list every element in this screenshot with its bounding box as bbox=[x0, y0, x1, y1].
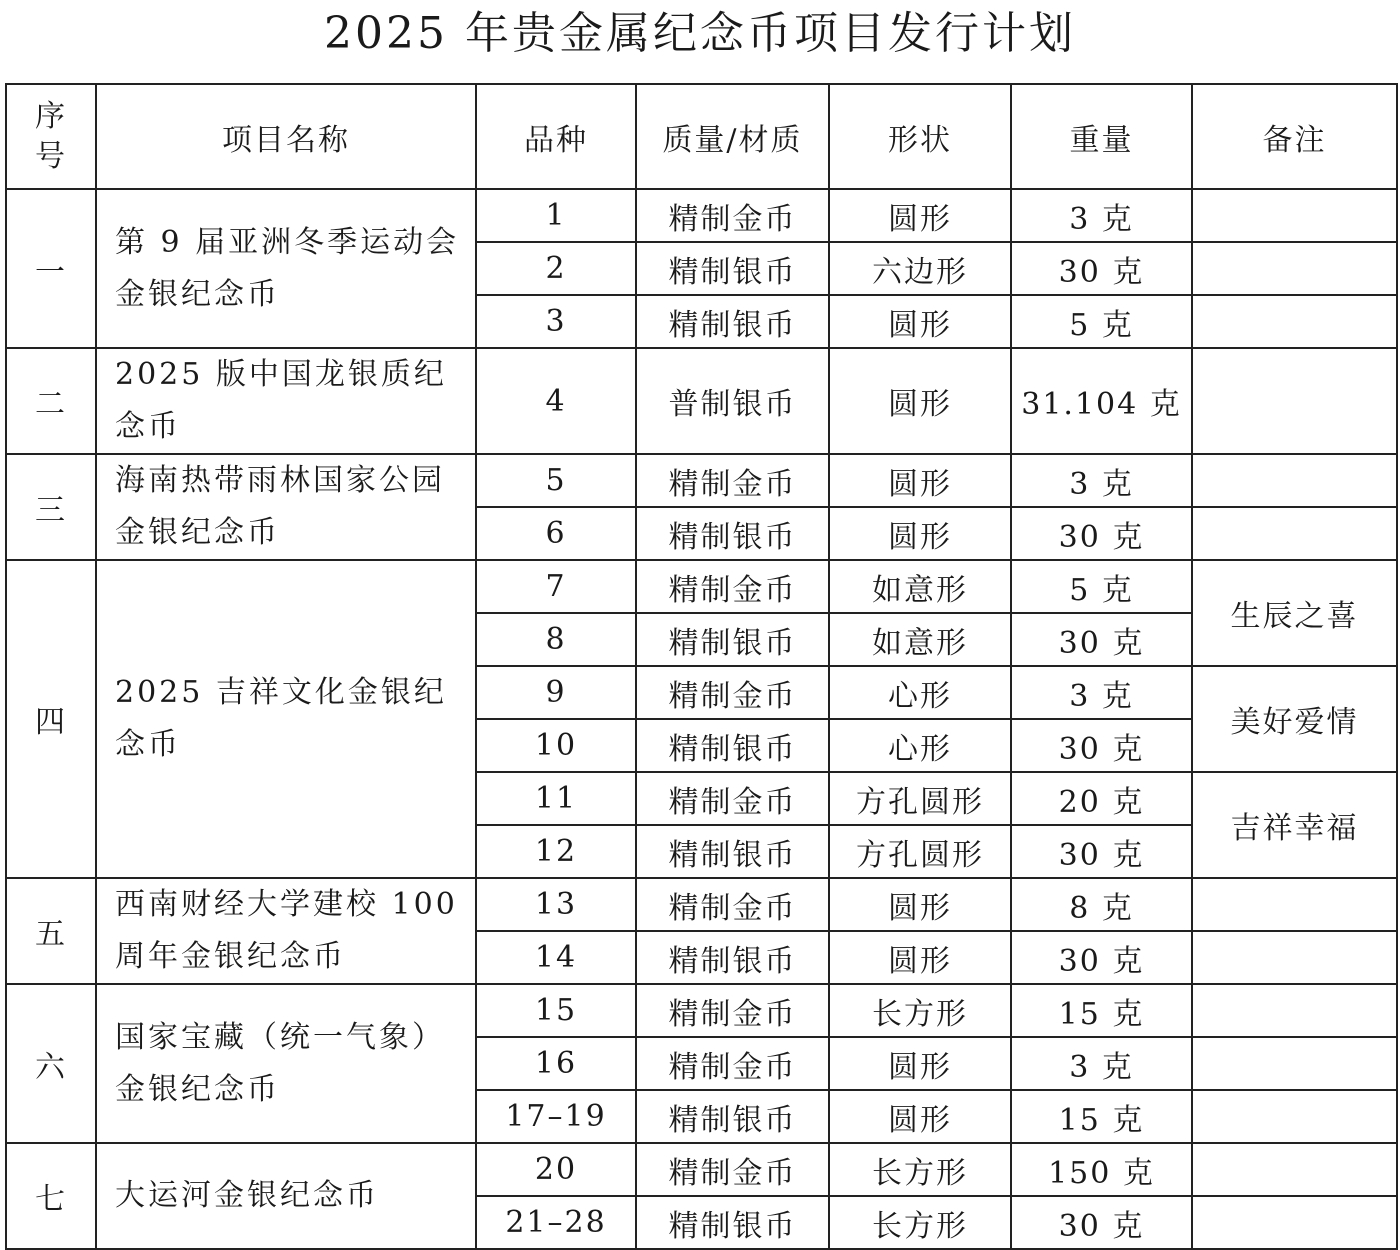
project-name-line1: 国家宝藏（统一气象） bbox=[115, 1019, 445, 1055]
seq-cell: 五 bbox=[6, 878, 96, 984]
project-name-line1: 大运河金银纪念币 bbox=[115, 1178, 379, 1213]
project-name-line1: 西南财经大学建校 100 bbox=[115, 887, 458, 922]
material-cell: 精制金币 bbox=[636, 454, 829, 507]
note-cell bbox=[1192, 878, 1397, 931]
project-name-line2: 金银纪念币 bbox=[115, 1071, 280, 1107]
weight-cell: 30 克 bbox=[1011, 931, 1192, 984]
header-material: 质量/材质 bbox=[636, 84, 829, 189]
seq-cell: 一 bbox=[6, 189, 96, 348]
note-cell: 美好爱情 bbox=[1192, 666, 1397, 772]
project-name-cell bbox=[96, 348, 476, 454]
note-cell bbox=[1192, 507, 1397, 560]
weight-cell: 15 克 bbox=[1011, 1090, 1192, 1143]
weight-cell: 30 克 bbox=[1011, 242, 1192, 295]
material-cell: 精制银币 bbox=[636, 242, 829, 295]
material-cell: 精制金币 bbox=[636, 772, 829, 825]
weight-cell: 15 克 bbox=[1011, 984, 1192, 1037]
header-row bbox=[6, 84, 1397, 189]
variety-cell: 7 bbox=[476, 560, 636, 613]
variety-cell: 13 bbox=[476, 878, 636, 931]
weight-cell: 3 克 bbox=[1011, 189, 1192, 242]
weight-cell: 3 克 bbox=[1011, 454, 1192, 507]
weight-cell: 3 克 bbox=[1011, 1037, 1192, 1090]
variety-cell: 8 bbox=[476, 613, 636, 666]
seq-cell: 六 bbox=[6, 984, 96, 1143]
material-cell: 精制银币 bbox=[636, 1196, 829, 1249]
variety-cell: 2 bbox=[476, 242, 636, 295]
table-row bbox=[6, 1143, 1397, 1196]
project-name-line1: 2025 版中国龙银质纪 bbox=[115, 357, 447, 392]
shape-cell: 六边形 bbox=[829, 242, 1011, 295]
variety-cell: 4 bbox=[476, 348, 636, 454]
shape-cell: 方孔圆形 bbox=[829, 772, 1011, 825]
note-cell bbox=[1192, 1196, 1397, 1249]
note-cell: 吉祥幸福 bbox=[1192, 772, 1397, 878]
note-cell bbox=[1192, 1037, 1397, 1090]
note-cell bbox=[1192, 295, 1397, 348]
shape-cell: 圆形 bbox=[829, 454, 1011, 507]
variety-cell: 16 bbox=[476, 1037, 636, 1090]
project-name-cell bbox=[96, 454, 476, 560]
project-name-cell bbox=[96, 878, 476, 984]
variety-cell: 17–19 bbox=[476, 1090, 636, 1143]
variety-cell: 9 bbox=[476, 666, 636, 719]
material-cell: 精制银币 bbox=[636, 931, 829, 984]
material-cell: 精制金币 bbox=[636, 666, 829, 719]
note-cell bbox=[1192, 931, 1397, 984]
note-cell: 生辰之喜 bbox=[1192, 560, 1397, 666]
variety-cell: 20 bbox=[476, 1143, 636, 1196]
note-cell bbox=[1192, 348, 1397, 454]
variety-cell: 15 bbox=[476, 984, 636, 1037]
shape-cell: 长方形 bbox=[829, 984, 1011, 1037]
shape-cell: 长方形 bbox=[829, 1196, 1011, 1249]
shape-cell: 圆形 bbox=[829, 295, 1011, 348]
shape-cell: 圆形 bbox=[829, 1037, 1011, 1090]
project-name-line1: 海南热带雨林国家公园 bbox=[115, 463, 445, 498]
shape-cell: 如意形 bbox=[829, 560, 1011, 613]
project-name-line1: 2025 吉祥文化金银纪 bbox=[115, 675, 447, 710]
material-cell: 精制金币 bbox=[636, 560, 829, 613]
weight-cell: 3 克 bbox=[1011, 666, 1192, 719]
shape-cell: 心形 bbox=[829, 719, 1011, 772]
table-row bbox=[6, 454, 1397, 507]
variety-cell: 11 bbox=[476, 772, 636, 825]
material-cell: 精制银币 bbox=[636, 1090, 829, 1143]
shape-cell: 长方形 bbox=[829, 1143, 1011, 1196]
project-name-cell bbox=[96, 984, 476, 1143]
project-name-line2: 金银纪念币 bbox=[115, 276, 280, 312]
weight-cell: 30 克 bbox=[1011, 507, 1192, 560]
project-name-line2: 念币 bbox=[115, 727, 181, 762]
table-row bbox=[6, 560, 1397, 613]
shape-cell: 圆形 bbox=[829, 189, 1011, 242]
seq-cell: 三 bbox=[6, 454, 96, 560]
header-weight: 重量 bbox=[1011, 84, 1192, 189]
shape-cell: 圆形 bbox=[829, 878, 1011, 931]
variety-cell: 10 bbox=[476, 719, 636, 772]
material-cell: 精制金币 bbox=[636, 1037, 829, 1090]
table-row bbox=[6, 878, 1397, 931]
shape-cell: 圆形 bbox=[829, 507, 1011, 560]
project-name-line2: 金银纪念币 bbox=[115, 515, 280, 550]
shape-cell: 圆形 bbox=[829, 1090, 1011, 1143]
shape-cell: 心形 bbox=[829, 666, 1011, 719]
weight-cell: 30 克 bbox=[1011, 825, 1192, 878]
note-cell bbox=[1192, 242, 1397, 295]
weight-cell: 8 克 bbox=[1011, 878, 1192, 931]
header-seq-line2: 号 bbox=[35, 138, 67, 174]
header-note: 备注 bbox=[1192, 84, 1397, 189]
weight-cell: 31.104 克 bbox=[1011, 348, 1192, 454]
page-title: 2025 年贵金属纪念币项目发行计划 bbox=[324, 8, 1076, 59]
variety-cell: 5 bbox=[476, 454, 636, 507]
material-cell: 精制银币 bbox=[636, 295, 829, 348]
table-row bbox=[6, 984, 1397, 1037]
seq-cell: 七 bbox=[6, 1143, 96, 1249]
table-row bbox=[6, 348, 1397, 454]
note-cell bbox=[1192, 1090, 1397, 1143]
project-name-cell bbox=[96, 1143, 476, 1249]
variety-cell: 3 bbox=[476, 295, 636, 348]
weight-cell: 20 克 bbox=[1011, 772, 1192, 825]
material-cell: 普制银币 bbox=[636, 348, 829, 454]
header-name: 项目名称 bbox=[96, 84, 476, 189]
weight-cell: 30 克 bbox=[1011, 719, 1192, 772]
header-variety: 品种 bbox=[476, 84, 636, 189]
variety-cell: 21–28 bbox=[476, 1196, 636, 1249]
weight-cell: 5 克 bbox=[1011, 560, 1192, 613]
material-cell: 精制银币 bbox=[636, 613, 829, 666]
weight-cell: 5 克 bbox=[1011, 295, 1192, 348]
header-seq bbox=[6, 84, 96, 189]
material-cell: 精制金币 bbox=[636, 189, 829, 242]
project-name-line2: 念币 bbox=[115, 409, 181, 444]
note-cell bbox=[1192, 1143, 1397, 1196]
seq-cell: 四 bbox=[6, 560, 96, 878]
project-name-line2: 周年金银纪念币 bbox=[115, 939, 346, 974]
variety-cell: 1 bbox=[476, 189, 636, 242]
header-seq-line1: 序 bbox=[35, 98, 67, 134]
shape-cell: 方孔圆形 bbox=[829, 825, 1011, 878]
variety-cell: 14 bbox=[476, 931, 636, 984]
seq-cell: 二 bbox=[6, 348, 96, 454]
material-cell: 精制银币 bbox=[636, 507, 829, 560]
header-shape: 形状 bbox=[829, 84, 1011, 189]
project-name-cell bbox=[96, 560, 476, 878]
weight-cell: 30 克 bbox=[1011, 613, 1192, 666]
table-row bbox=[6, 189, 1397, 242]
material-cell: 精制银币 bbox=[636, 825, 829, 878]
weight-cell: 150 克 bbox=[1011, 1143, 1192, 1196]
issuance-plan-table bbox=[5, 83, 1398, 1250]
material-cell: 精制金币 bbox=[636, 878, 829, 931]
material-cell: 精制金币 bbox=[636, 1143, 829, 1196]
project-name-cell bbox=[96, 189, 476, 348]
shape-cell: 圆形 bbox=[829, 931, 1011, 984]
project-name-line1: 第 9 届亚洲冬季运动会 bbox=[115, 224, 460, 260]
shape-cell: 圆形 bbox=[829, 348, 1011, 454]
material-cell: 精制金币 bbox=[636, 984, 829, 1037]
shape-cell: 如意形 bbox=[829, 613, 1011, 666]
note-cell bbox=[1192, 189, 1397, 242]
note-cell bbox=[1192, 984, 1397, 1037]
variety-cell: 6 bbox=[476, 507, 636, 560]
material-cell: 精制银币 bbox=[636, 719, 829, 772]
weight-cell: 30 克 bbox=[1011, 1196, 1192, 1249]
note-cell bbox=[1192, 454, 1397, 507]
variety-cell: 12 bbox=[476, 825, 636, 878]
